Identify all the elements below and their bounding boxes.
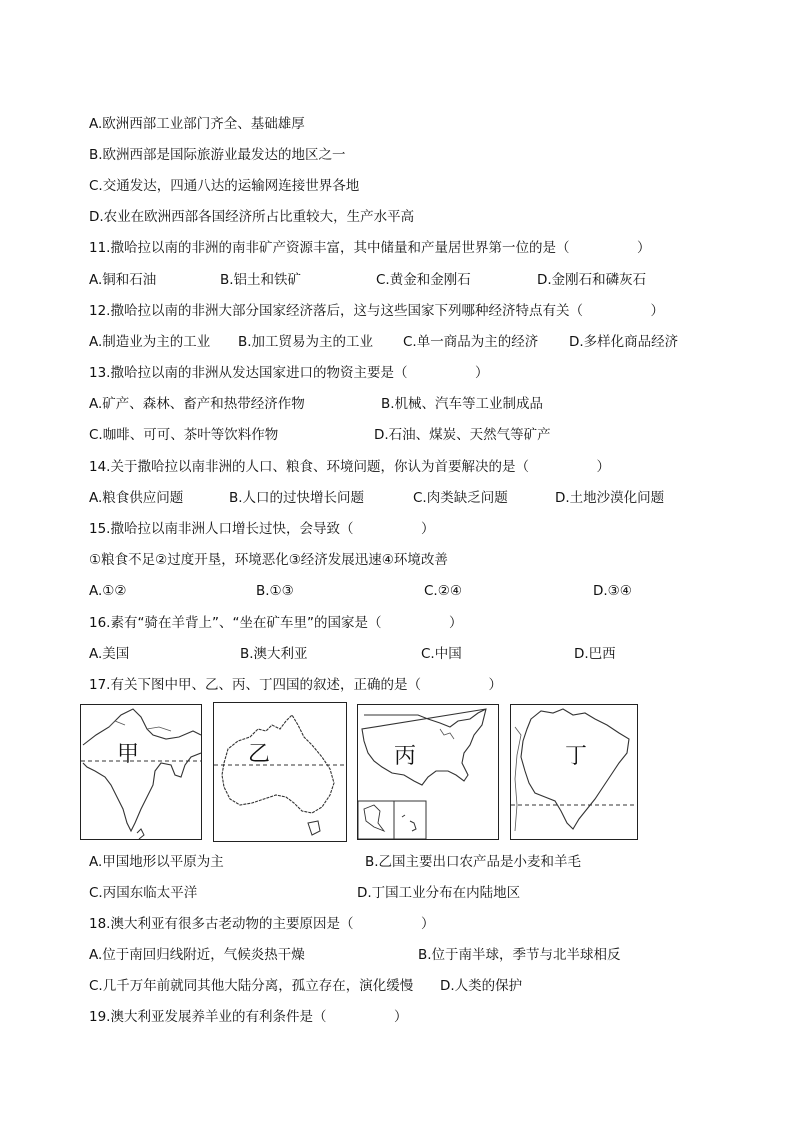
- option-16a: A.美国: [89, 646, 130, 662]
- option-10b: B.欧洲西部是国际旅游业最发达的地区之一: [89, 147, 346, 163]
- option-11b: B.铝土和铁矿: [220, 272, 302, 288]
- option-13b: B.机械、汽车等工业制成品: [381, 396, 544, 412]
- question-14-stem: 14.关于撒哈拉以南非洲的人口、粮食、环境问题，你认为首要解决的是（ ）: [89, 459, 610, 475]
- question-15-statements: ①粮食不足②过度开垦，环境恶化③经济发展迅速④环境改善: [89, 552, 448, 568]
- label-ding: 丁: [565, 744, 588, 769]
- question-16-stem: 16.素有“骑在羊背上”、“坐在矿车里”的国家是（ ）: [89, 615, 463, 631]
- option-16c: C.中国: [421, 646, 462, 662]
- option-12c: C.单一商品为主的经济: [403, 334, 539, 350]
- option-13d: D.石油、煤炭、天然气等矿产: [374, 427, 551, 443]
- option-15a: A.①②: [89, 583, 127, 599]
- question-17-stem: 17.有关下图中甲、乙、丙、丁四国的叙述，正确的是（ ）: [89, 677, 502, 693]
- option-18b: B.位于南半球，季节与北半球相反: [418, 947, 621, 963]
- map-ding-brazil: [510, 704, 638, 840]
- option-12d: D.多样化商品经济: [569, 334, 679, 350]
- option-15b: B.①③: [256, 583, 294, 599]
- option-10c: C.交通发达，四通八达的运输网连接世界各地: [89, 178, 360, 194]
- option-17b: B.乙国主要出口农产品是小麦和羊毛: [365, 854, 582, 870]
- option-10a: A.欧洲西部工业部门齐全、基础雄厚: [89, 116, 305, 132]
- question-19-stem: 19.澳大利亚发展养羊业的有利条件是（ ）: [89, 1009, 408, 1025]
- question-18-stem: 18.澳大利亚有很多古老动物的主要原因是（ ）: [89, 916, 435, 932]
- option-11a: A.铜和石油: [89, 272, 157, 288]
- australia-outline: [214, 703, 346, 841]
- map-jia-india: [80, 704, 202, 840]
- question-13-stem: 13.撒哈拉以南的非洲从发达国家进口的物资主要是（ ）: [89, 365, 489, 381]
- option-18d: D.人类的保护: [440, 978, 523, 994]
- option-13a: A.矿产、森林、畜产和热带经济作物: [89, 396, 305, 412]
- option-15d: D.③④: [593, 583, 632, 599]
- option-18c: C.几千万年前就同其他大陆分离，孤立存在，演化缓慢: [89, 978, 414, 994]
- option-14c: C.肉类缺乏问题: [413, 490, 508, 506]
- brazil-outline: [511, 705, 637, 839]
- label-yi: 乙: [248, 742, 271, 767]
- option-11c: C.黄金和金刚石: [376, 272, 471, 288]
- option-10d: D.农业在欧洲西部各国经济所占比重较大，生产水平高: [89, 209, 415, 225]
- option-13c: C.咖啡、可可、茶叶等饮料作物: [89, 427, 279, 443]
- map-bing-usa: [357, 704, 499, 840]
- option-11d: D.金刚石和磷灰石: [537, 272, 647, 288]
- india-outline: [81, 705, 201, 839]
- option-14d: D.土地沙漠化问题: [555, 490, 665, 506]
- country-maps-figure: [80, 702, 640, 842]
- map-yi-australia: [213, 702, 347, 842]
- option-12a: A.制造业为主的工业: [89, 334, 211, 350]
- question-12-stem: 12.撒哈拉以南的非洲大部分国家经济落后，这与这些国家下列哪种经济特点有关（ ）: [89, 303, 664, 319]
- option-16d: D.巴西: [574, 646, 616, 662]
- option-12b: B.加工贸易为主的工业: [238, 334, 374, 350]
- option-17a: A.甲国地形以平原为主: [89, 854, 224, 870]
- option-17d: D.丁国工业分布在内陆地区: [357, 885, 521, 901]
- option-18a: A.位于南回归线附近，气候炎热干燥: [89, 947, 305, 963]
- label-bing: 丙: [394, 744, 417, 769]
- label-jia: 甲: [117, 742, 140, 767]
- option-16b: B.澳大利亚: [240, 646, 308, 662]
- question-11-stem: 11.撒哈拉以南的非洲的南非矿产资源丰富，其中储量和产量居世界第一位的是（ ）: [89, 240, 651, 256]
- option-14a: A.粮食供应问题: [89, 490, 184, 506]
- question-15-stem: 15.撒哈拉以南非洲人口增长过快，会导致（ ）: [89, 521, 435, 537]
- option-15c: C.②④: [424, 583, 462, 599]
- usa-outline: [358, 705, 498, 839]
- option-14b: B.人口的过快增长问题: [229, 490, 365, 506]
- option-17c: C.丙国东临太平洋: [89, 885, 198, 901]
